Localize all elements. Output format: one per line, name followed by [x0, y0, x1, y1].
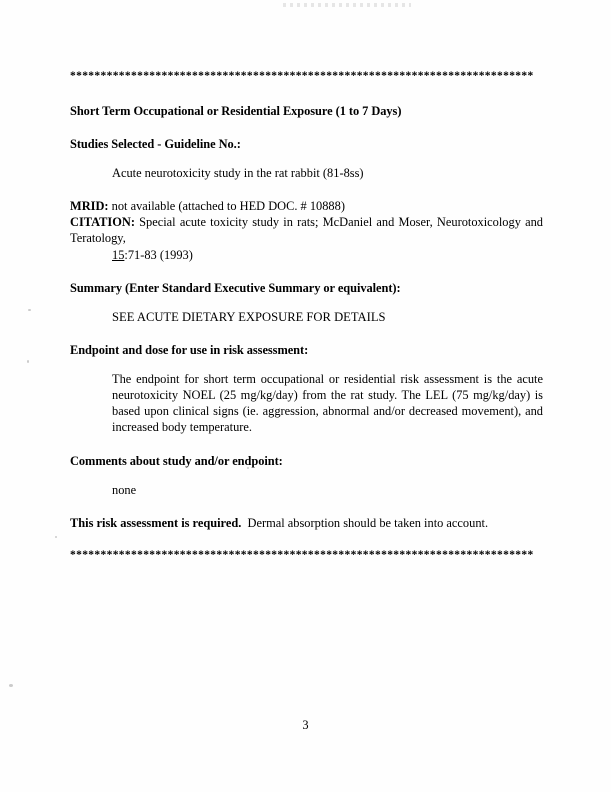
studies-selected-heading: Studies Selected - Guideline No.: [70, 137, 241, 151]
spacer [70, 436, 543, 453]
citation-label: CITATION: [70, 215, 135, 230]
spacer [70, 358, 543, 371]
spacer [70, 296, 543, 309]
scan-speck [9, 684, 13, 687]
spacer [70, 498, 543, 515]
spacer [70, 325, 543, 342]
scan-speck [55, 536, 57, 538]
separator-rule-bottom: **************************************************************************** [70, 548, 534, 561]
mrid-value: not available (attached to HED DOC. # 10888) [111, 199, 345, 213]
spacer [70, 263, 543, 280]
citation-text: Special acute toxicity study in rats; McDaniel and Moser, Neurotoxicology and Teratology, [70, 215, 543, 246]
mrid-line [70, 198, 543, 214]
reference-block [70, 198, 543, 263]
study-entry-text: Acute neurotoxicity study in the rat rabbit (81-8ss) [112, 166, 364, 180]
scan-speck [27, 360, 29, 363]
spacer [70, 152, 543, 165]
conclusion-line [70, 515, 543, 531]
spacer [70, 119, 543, 136]
citation-volume: 15 [112, 247, 125, 262]
endpoint-body-paragraph: The endpoint for short term occupational or residential risk assessment is the acute neurotoxicity NOEL (25 mg/kg/day) from the rat study. The LEL (75 mg/kg/day) is based upon clinical signs (ie. aggression, abnormal and/or decreased movement), and increased body temperature. [112, 371, 543, 435]
mrid-label: MRID: [70, 199, 109, 213]
exposure-section-heading: Short Term Occupational or Residential Exposure (1 to 7 Days) [70, 104, 402, 118]
spacer [70, 469, 543, 482]
summary-heading: Summary (Enter Standard Executive Summary or equivalent): [70, 280, 401, 295]
comments-heading: Comments about study and/or endpoint: [70, 453, 283, 468]
scan-speck [28, 309, 31, 311]
conclusion-rest-text: Dermal absorption should be taken into account. [247, 515, 489, 530]
document-body [70, 70, 543, 562]
citation-pages-year: :71-83 (1993) [124, 247, 193, 262]
citation-line-two [70, 247, 585, 263]
summary-body-text: SEE ACUTE DIETARY EXPOSURE FOR DETAILS [112, 309, 386, 324]
page-number: 3 [302, 718, 309, 732]
conclusion-bold-text: This risk assessment is required. [70, 515, 242, 530]
scan-artifact-top [283, 3, 411, 7]
separator-rule-top: **************************************************************************** [70, 70, 534, 82]
citation-line-one [70, 214, 543, 246]
spacer [70, 181, 543, 198]
endpoint-heading: Endpoint and dose for use in risk assessment: [70, 342, 309, 357]
comments-body-text: none [112, 482, 137, 497]
